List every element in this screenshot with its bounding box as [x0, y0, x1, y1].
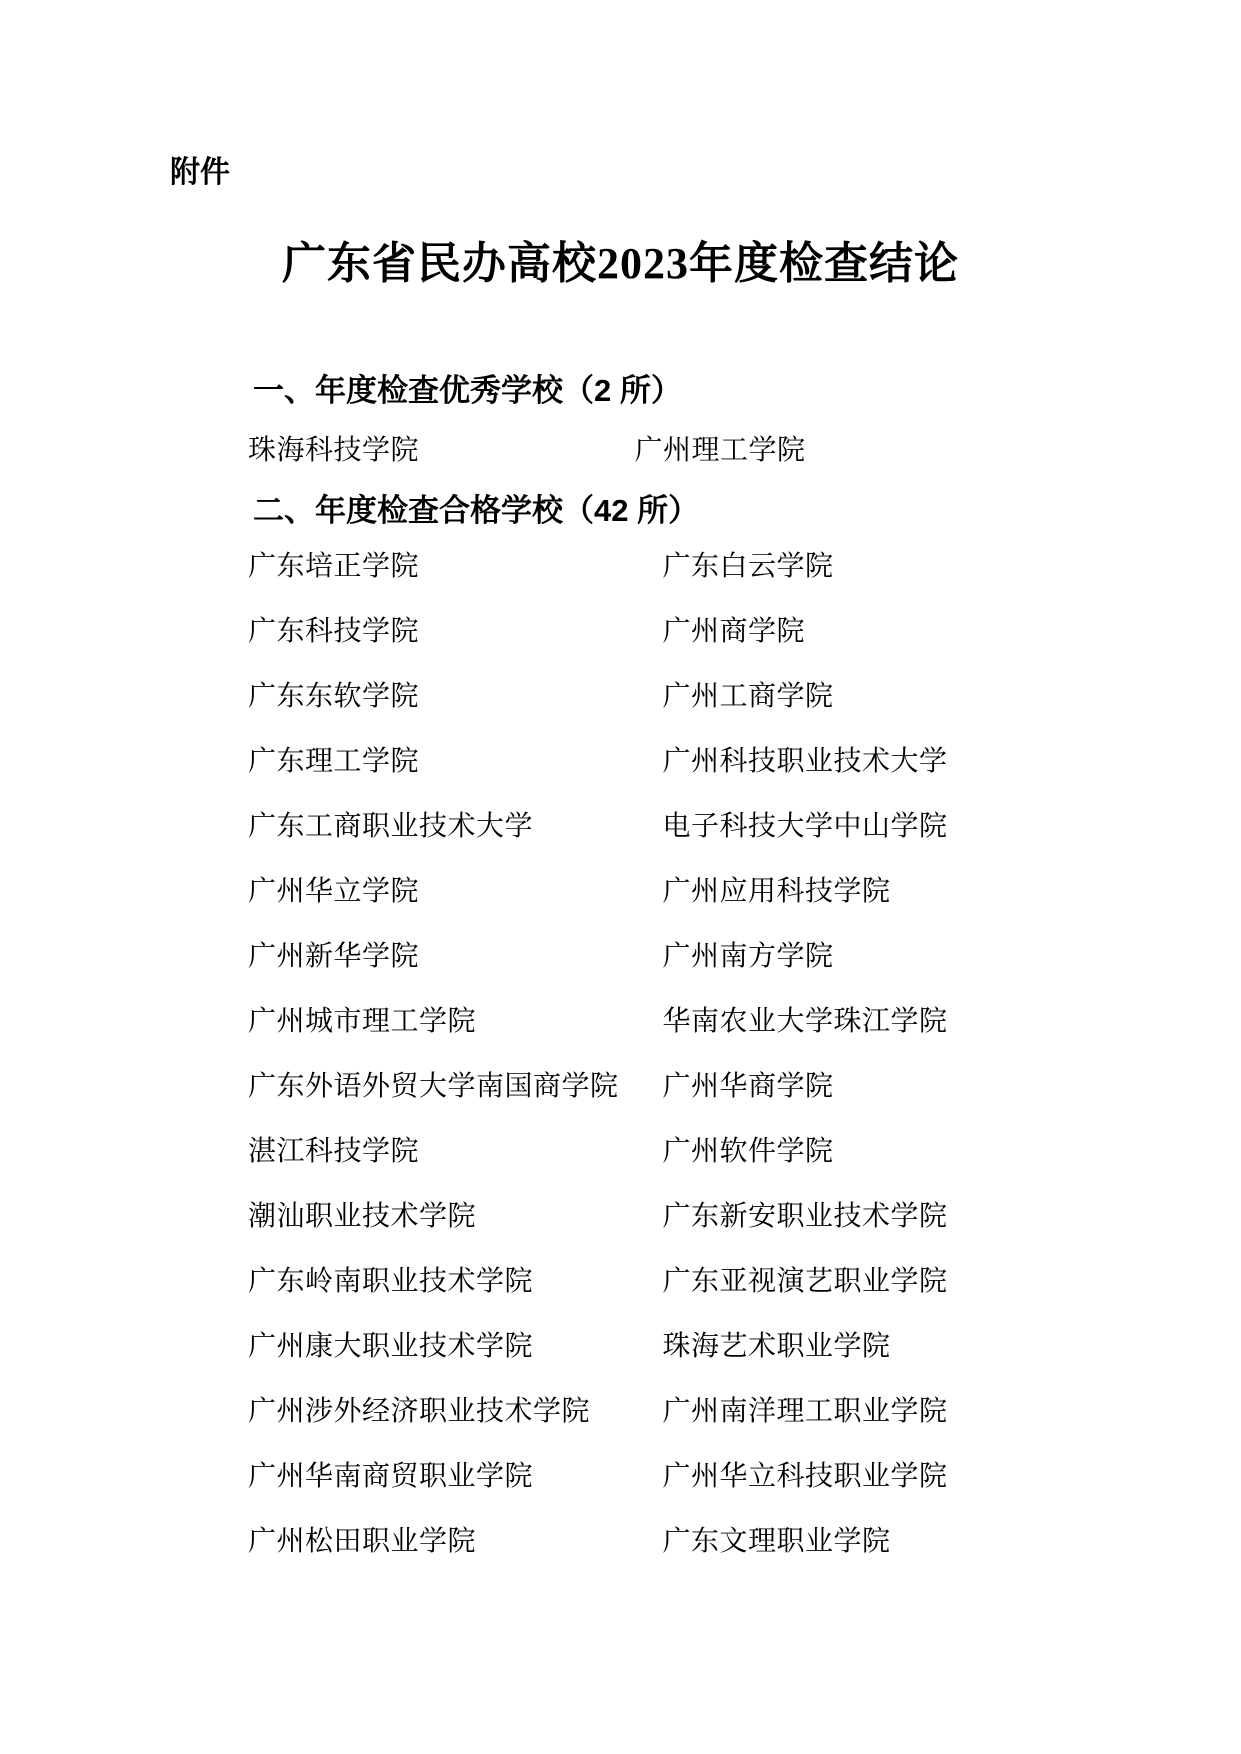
school-name: 广州理工学院: [634, 435, 806, 466]
school-name: 潮汕职业技术学院: [248, 1201, 477, 1232]
section-1-school-list: [248, 424, 806, 478]
school-row: [248, 424, 806, 478]
school-name: 广州华立科技职业学院: [662, 1461, 948, 1492]
school-name: 广州工商学院: [662, 681, 834, 712]
school-row: [248, 1379, 948, 1444]
school-row: [248, 1054, 948, 1119]
school-name: 广东理工学院: [248, 746, 420, 777]
school-name: 广州软件学院: [662, 1136, 834, 1167]
school-name: 广州南洋理工职业学院: [662, 1396, 948, 1427]
school-name: 广州南方学院: [662, 941, 834, 972]
school-row: [248, 1314, 948, 1379]
school-name: 广东文理职业学院: [662, 1526, 891, 1557]
school-name: 广州新华学院: [248, 941, 420, 972]
school-name: 广州康大职业技术学院: [248, 1331, 534, 1362]
school-name: 广东培正学院: [248, 551, 420, 582]
school-name: 广东白云学院: [662, 551, 834, 582]
school-row: [248, 1249, 948, 1314]
school-name: 广州涉外经济职业技术学院: [248, 1396, 591, 1427]
section-2-heading: 二、年度检查合格学校（42 所）: [253, 493, 700, 528]
school-row: [248, 794, 948, 859]
school-name: 广东岭南职业技术学院: [248, 1266, 534, 1297]
school-name: 珠海艺术职业学院: [662, 1331, 891, 1362]
school-row: [248, 1509, 948, 1574]
school-name: 电子科技大学中山学院: [662, 811, 948, 842]
school-name: 广州华商学院: [662, 1071, 834, 1102]
school-name: 广东工商职业技术大学: [248, 811, 534, 842]
school-row: [248, 1184, 948, 1249]
school-row: [248, 534, 948, 599]
school-name: 广州应用科技学院: [662, 876, 891, 907]
school-row: [248, 924, 948, 989]
attachment-label: 附件: [170, 156, 230, 189]
school-row: [248, 989, 948, 1054]
school-name: 广州商学院: [662, 616, 806, 647]
page-title: 广东省民办高校2023年度检查结论: [282, 239, 959, 288]
school-name: 广东亚视演艺职业学院: [662, 1266, 948, 1297]
school-name: 广州华南商贸职业学院: [248, 1461, 534, 1492]
school-name: 广州城市理工学院: [248, 1006, 477, 1037]
school-name: 广州松田职业学院: [248, 1526, 477, 1557]
section-1-heading: 一、年度检查优秀学校（2 所）: [253, 373, 682, 408]
school-row: [248, 599, 948, 664]
section-2-school-list: [248, 534, 948, 1574]
school-row: [248, 859, 948, 924]
school-name: 广州科技职业技术大学: [662, 746, 948, 777]
school-name: 广州华立学院: [248, 876, 420, 907]
school-name: 广东外语外贸大学南国商学院: [248, 1071, 619, 1102]
school-name: 广东科技学院: [248, 616, 420, 647]
school-name: 湛江科技学院: [248, 1136, 420, 1167]
school-row: [248, 729, 948, 794]
school-name: 华南农业大学珠江学院: [662, 1006, 948, 1037]
school-name: 广东新安职业技术学院: [662, 1201, 948, 1232]
school-row: [248, 1444, 948, 1509]
school-row: [248, 1119, 948, 1184]
school-name: 珠海科技学院: [248, 435, 420, 466]
school-row: [248, 664, 948, 729]
school-name: 广东东软学院: [248, 681, 420, 712]
